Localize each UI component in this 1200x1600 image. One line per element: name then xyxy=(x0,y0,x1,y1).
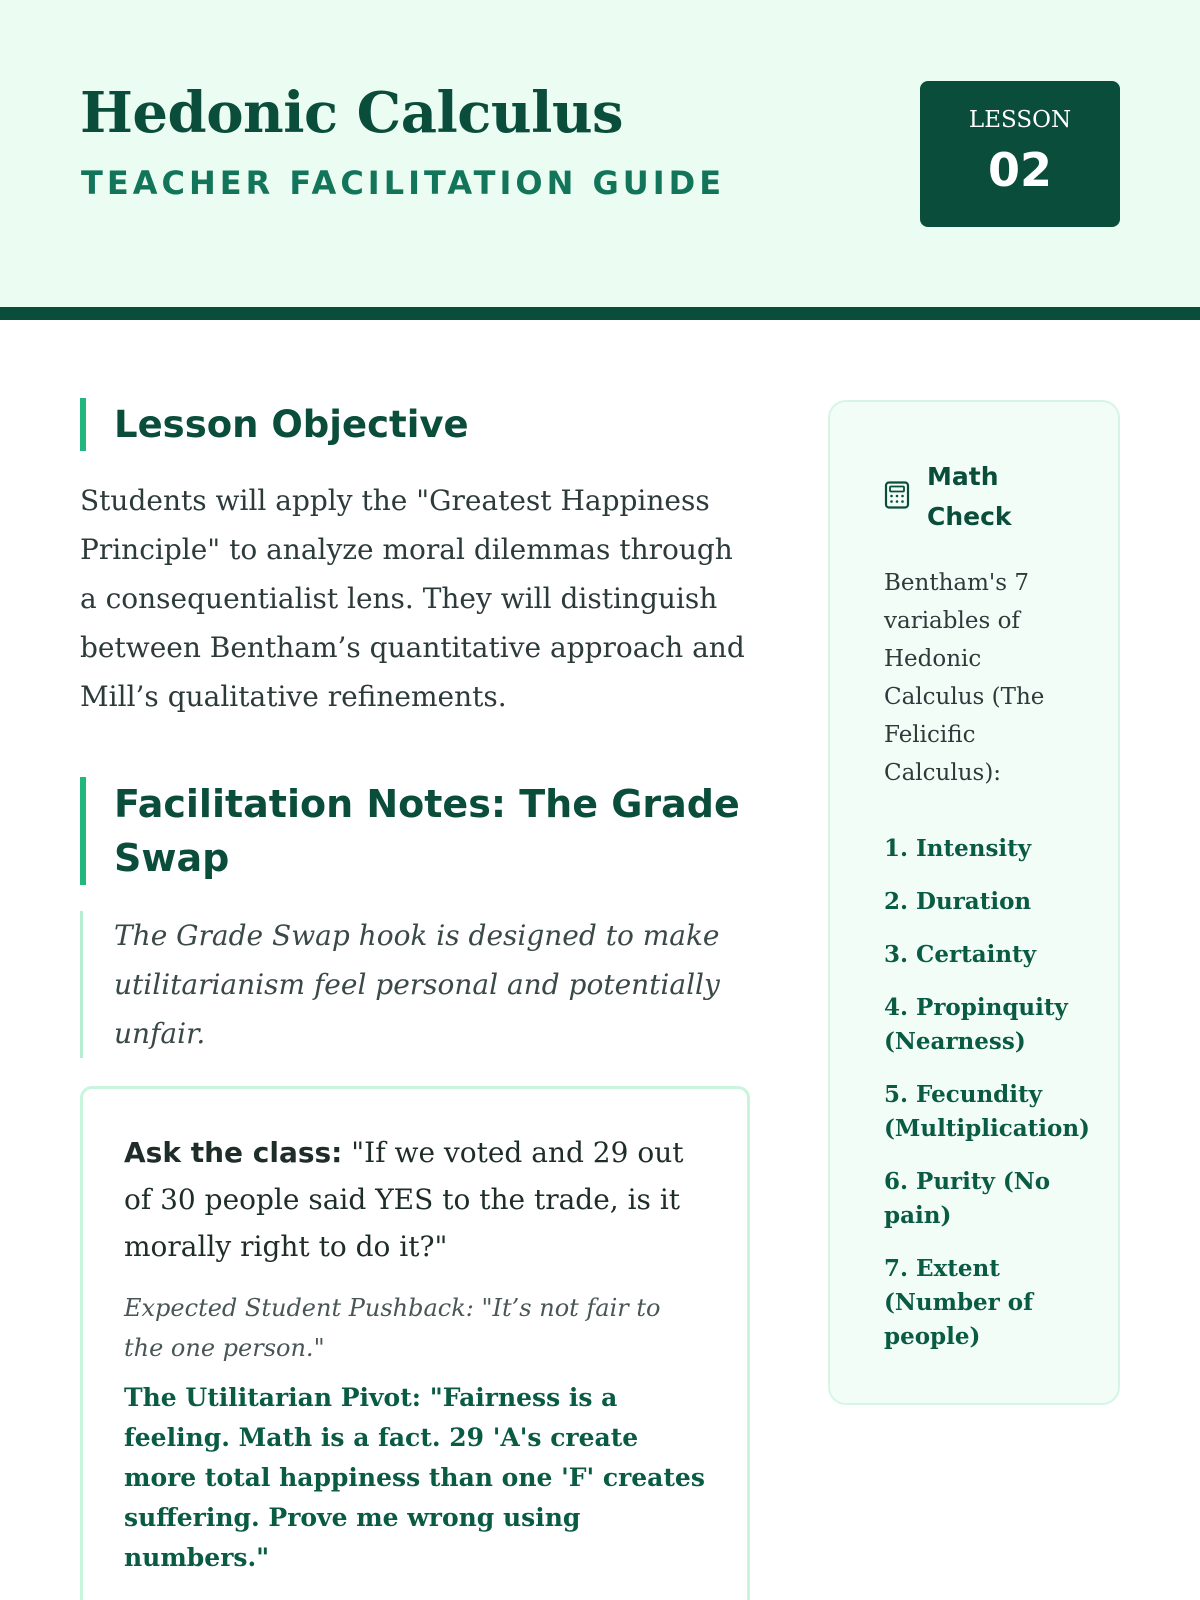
objective-text: Students will apply the "Greatest Happiness Principle" to analyze moral dilemmas through a consequentialist lens. They will distinguish between Bentham’s quantitative approach and Mill’s qualitative refinements. xyxy=(80,484,745,713)
ask-label: Ask the class: xyxy=(124,1136,343,1169)
lesson-label: LESSON xyxy=(968,107,1072,133)
math-check-title-word-2: Check xyxy=(927,502,1012,531)
math-check-title xyxy=(927,457,1012,537)
variable-item: 2. Duration xyxy=(884,888,1032,915)
calculator-icon xyxy=(884,481,910,509)
variable-item: 7. Extent (Number of people) xyxy=(884,1255,1034,1350)
lesson-number: 02 xyxy=(987,143,1052,197)
ask-question xyxy=(124,1129,706,1270)
variable-item: 1. Intensity xyxy=(884,835,1032,862)
variable-item: 4. Propinquity (Nearness) xyxy=(884,994,1068,1055)
objective-heading: Lesson Objective xyxy=(80,398,750,451)
expected-pushback: Expected Student Pushback: "It’s not fair to the one person." xyxy=(124,1294,661,1362)
math-check-intro: Bentham's 7 variables of Hedonic Calculus (The Felicific Calculus): xyxy=(884,570,1045,786)
math-check-card xyxy=(828,400,1120,1405)
utilitarian-pivot: The Utilitarian Pivot: "Fairness is a feeling. Math is a fact. 29 'A's create more total happiness than one 'F' creates suffering. Prove me wrong using numbers." xyxy=(124,1383,705,1572)
ask-question-text: "If we voted and 29 out of 30 people said YES to the trade, is it morally right to do it?" xyxy=(124,1136,684,1263)
lesson-badge xyxy=(920,81,1120,227)
math-check-title-word-1: Math xyxy=(927,462,999,491)
variable-item: 6. Purity (No pain) xyxy=(884,1168,1051,1229)
main-content xyxy=(80,398,750,1600)
hook-quote: The Grade Swap hook is designed to make utilitarianism feel personal and potentially unfair. xyxy=(80,911,750,1058)
page-header xyxy=(0,0,1200,307)
document-subtitle: TEACHER FACILITATION GUIDE xyxy=(81,164,726,202)
header-divider xyxy=(0,307,1200,320)
ask-the-class-box xyxy=(80,1086,750,1600)
variable-item: 3. Certainty xyxy=(884,941,1037,968)
variable-item: 5. Fecundity (Multiplication) xyxy=(884,1081,1090,1142)
document-title: Hedonic Calculus xyxy=(80,80,624,146)
variables-list xyxy=(884,832,1109,1373)
math-check-header xyxy=(884,457,1012,537)
notes-heading: Facilitation Notes: The Grade Swap xyxy=(80,777,750,885)
